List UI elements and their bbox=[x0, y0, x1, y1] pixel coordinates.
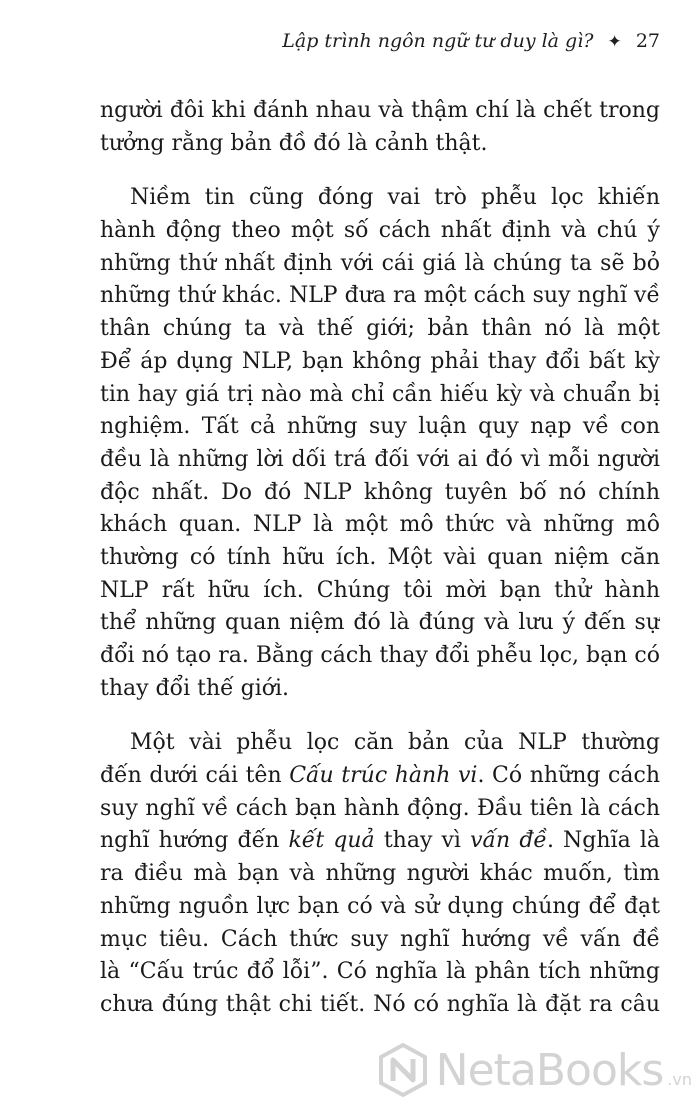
text-line: nghĩ hướng đến kết quả thay vì vấn đề. Nghĩa là bbox=[100, 828, 660, 854]
text-line: Để áp dụng NLP, bạn không phải thay đổi bất kỳ bbox=[100, 348, 660, 374]
emphasis-term: vấn đề bbox=[470, 828, 547, 854]
emphasis-term: Cấu trúc hành vi bbox=[289, 763, 478, 789]
text-line: thay đổi thế giới. bbox=[100, 675, 290, 701]
text-line: ra điều mà bạn và những người khác muốn, tìm bbox=[100, 861, 660, 887]
text-line: Niềm tin cũng đóng vai trò phễu lọc khiến bbox=[130, 185, 660, 211]
emphasis-term: kết quả bbox=[288, 828, 375, 854]
netabooks-logo-icon bbox=[378, 1043, 428, 1097]
text-line: độc nhất. Do đó NLP không tuyên bố nó chính bbox=[100, 479, 660, 505]
text-line: đổi nó tạo ra. Bằng cách thay đổi phễu lọc, bạn có bbox=[100, 643, 660, 669]
chapter-title: Lập trình ngôn ngữ tư duy là gì? bbox=[282, 30, 594, 52]
text-line: nghiệm. Tất cả những suy luận quy nạp về con bbox=[100, 414, 660, 440]
text-line: người đôi khi đánh nhau và thậm chí là chết trong bbox=[100, 98, 660, 123]
text-line: tin hay giá trị nào mà chỉ cần hiếu kỳ và chuẩn bị bbox=[100, 381, 660, 407]
text-line: là “Cấu trúc đổ lỗi”. Có nghĩa là phân tích những bbox=[100, 959, 660, 985]
watermark bbox=[378, 1043, 692, 1097]
text-line: khách quan. NLP là một mô thức và những mô bbox=[100, 512, 660, 538]
text-line: những thứ nhất định với cái giá là chúng ta sẽ bỏ bbox=[100, 250, 660, 276]
text-line: NLP rất hữu ích. Chúng tôi mời bạn thử hành bbox=[100, 577, 660, 603]
text-line: thể những quan niệm đó là đúng và lưu ý đến sự bbox=[100, 610, 660, 636]
text-line: những nguồn lực bạn có và sử dụng chúng để đạt bbox=[100, 893, 660, 919]
text-line: suy nghĩ về cách bạn hành động. Đầu tiên là cách bbox=[100, 795, 660, 821]
page-number: 27 bbox=[635, 30, 660, 52]
text-line: chưa đúng thật chi tiết. Nó có nghĩa là đặt ra câu bbox=[100, 991, 660, 1017]
text-line: những thứ khác. NLP đưa ra một cách suy nghĩ về bbox=[100, 283, 660, 309]
text-line: mục tiêu. Cách thức suy nghĩ hướng về vấn đề bbox=[100, 926, 660, 952]
text-line: hành động theo một số cách nhất định và chú ý bbox=[100, 218, 660, 244]
text-line: đến dưới cái tên Cấu trúc hành vi. Có những cách bbox=[100, 763, 660, 789]
text-line: đều là những lời dối trá đối với ai đó vì mỗi người bbox=[100, 446, 660, 472]
body-text bbox=[100, 95, 660, 1022]
watermark-brand: NetaBooks bbox=[435, 1044, 664, 1096]
watermark-suffix: .vn bbox=[667, 1069, 692, 1089]
text-line: Một vài phễu lọc căn bản của NLP thường bbox=[130, 730, 660, 756]
running-header bbox=[282, 30, 660, 52]
ornament-icon: ✦ bbox=[607, 32, 622, 52]
text-line: tưởng rằng bản đồ đó là cảnh thật. bbox=[100, 130, 488, 156]
text-line: thân chúng ta và thế giới; bản thân nó là một bbox=[100, 316, 660, 342]
text-line: thường có tính hữu ích. Một vài quan niệm căn bbox=[100, 544, 660, 570]
